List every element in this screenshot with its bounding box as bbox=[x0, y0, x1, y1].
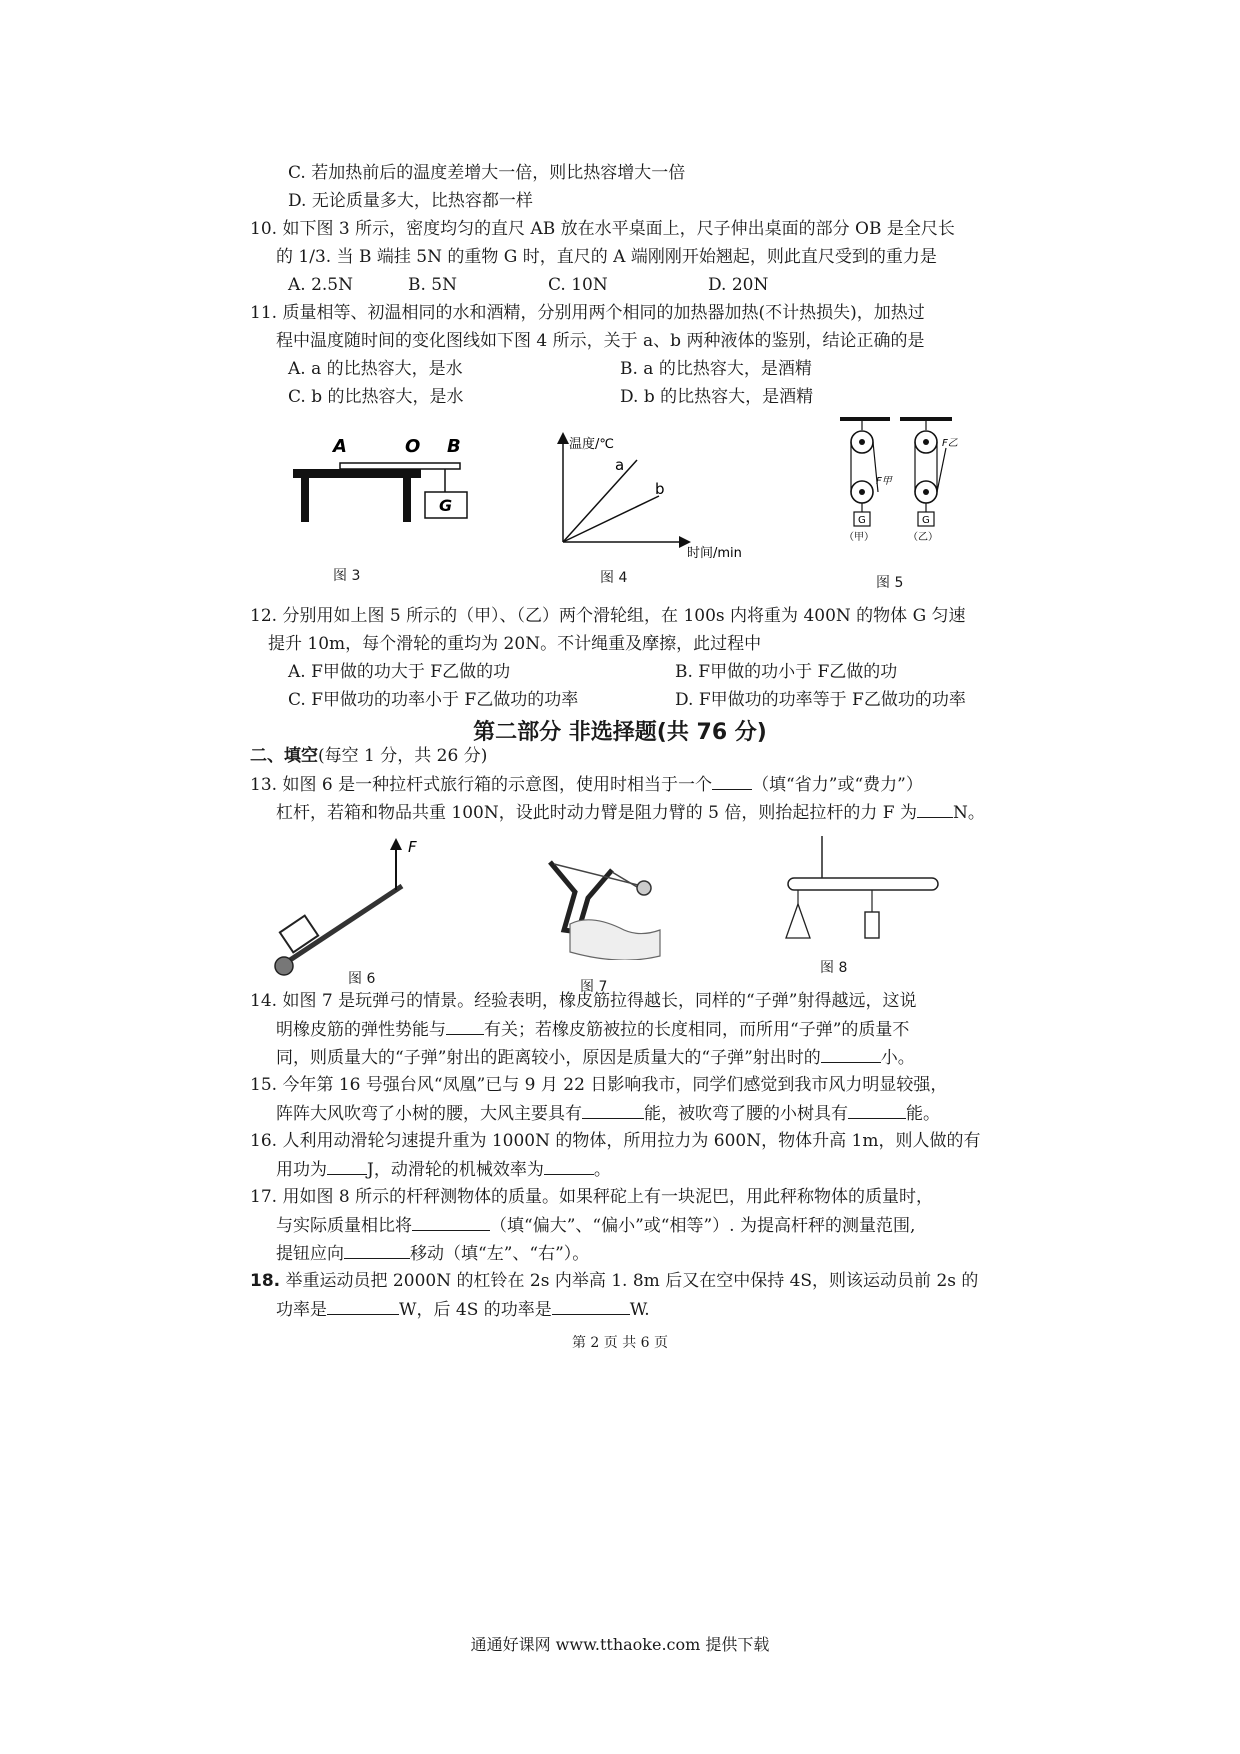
fig4-line-a bbox=[563, 460, 637, 542]
q12-option-a: A. F甲做的功大于 F乙做的功 bbox=[288, 662, 511, 682]
fig3-caption: 图 3 bbox=[333, 568, 361, 584]
q13-text-2b: N。 bbox=[952, 803, 985, 823]
fig8-pan bbox=[786, 904, 810, 938]
q10-option-a: A. 2.5N bbox=[288, 275, 353, 295]
q11-line1: 11. 质量相等、初温相同的水和酒精，分别用两个相同的加热器加热(不计热损失)，加热过 bbox=[250, 303, 925, 323]
q11-option-a: A. a 的比热容大，是水 bbox=[288, 359, 463, 379]
fig3-table-leg-left bbox=[301, 478, 309, 522]
figure-6-suitcase-lever bbox=[262, 836, 442, 986]
q18-text-2c: W. bbox=[629, 1300, 650, 1320]
fig5-ceiling-yi bbox=[900, 417, 952, 421]
figure-3-ruler-diagram bbox=[285, 430, 495, 540]
q14-blank-2[interactable] bbox=[821, 1046, 881, 1063]
q12-option-d: D. F甲做功的功率等于 F乙做功的功率 bbox=[675, 690, 966, 710]
q13-line1 bbox=[250, 773, 923, 796]
fig3-label-a: A bbox=[333, 436, 347, 457]
q17-text-2b: （填“偏大”、“偏小”或“相等”）. 为提高杆秤的测量范围, bbox=[490, 1216, 916, 1236]
q11-line2: 程中温度随时间的变化图线如下图 4 所示，关于 a、b 两种液体的鉴别，结论正确的是 bbox=[276, 331, 925, 351]
q17-line1: 17. 用如图 8 所示的杆秤测物体的质量。如果秤砣上有一块泥巴，用此秤称物体的质量时， bbox=[250, 1187, 934, 1207]
q18-text-2b: W，后 4S 的功率是 bbox=[399, 1300, 552, 1320]
q17-line2 bbox=[276, 1214, 915, 1237]
q10-line2: 的 1/3. 当 B 端挂 5N 的重物 G 时，直尺的 A 端刚刚开始翘起，则此直尺受到的重力是 bbox=[276, 247, 937, 267]
q18-text-1: 举重运动员把 2000N 的杠铃在 2s 内举高 1. 8m 后又在空中保持 4S，则该运动员前 2s 的 bbox=[285, 1271, 979, 1291]
q11-option-d: D. b 的比热容大，是酒精 bbox=[620, 387, 814, 407]
fig4-line-b bbox=[563, 496, 659, 542]
q15-text-2a: 阵阵大风吹弯了小树的腰，大风主要具有 bbox=[276, 1104, 582, 1124]
fig3-label-b: B bbox=[447, 436, 461, 457]
q17-text-3a: 提钮应向 bbox=[276, 1244, 344, 1264]
q14-text-3a: 同，则质量大的“子弹”射出的距离较小，原因是质量大的“子弹”射出时的 bbox=[276, 1048, 821, 1068]
q14-text-2b: 有关；若橡皮筋被拉的长度相同，而所用“子弹”的质量不 bbox=[484, 1020, 910, 1040]
fig4-y-label: 温度/℃ bbox=[569, 437, 614, 452]
fig6-caption: 图 6 bbox=[348, 971, 376, 987]
fig3-ruler bbox=[340, 463, 460, 469]
figure-4-temperature-graph bbox=[545, 430, 765, 565]
q15-text-2c: 能。 bbox=[906, 1104, 940, 1124]
q10-option-d: D. 20N bbox=[708, 275, 769, 295]
fig4-label-a: a bbox=[615, 456, 625, 474]
q12-line2: 提升 10m，每个滑轮的重均为 20N。不计绳重及摩擦，此过程中 bbox=[268, 634, 762, 654]
q15-blank-1[interactable] bbox=[582, 1102, 644, 1119]
q17-text-2a: 与实际质量相比将 bbox=[276, 1216, 412, 1236]
q13-text-2a: 杠杆，若箱和物品共重 100N，设此时动力臂是阻力臂的 5 倍，则抬起拉杆的力 F 为 bbox=[276, 803, 917, 823]
q14-line1: 14. 如图 7 是玩弹弓的情景。经验表明，橡皮筋拉得越长，同样的“子弹”射得越远，这说 bbox=[250, 991, 917, 1011]
q18-text-2a: 功率是 bbox=[276, 1300, 327, 1320]
q10-line1: 10. 如下图 3 所示，密度均匀的直尺 AB 放在水平桌面上，尺子伸出桌面的部分 OB 是全尺长 bbox=[250, 219, 955, 239]
q11-option-c: C. b 的比热容大，是水 bbox=[288, 387, 464, 407]
fig8-beam bbox=[788, 878, 938, 890]
q13-text-1b: （填“省力”或“费力”） bbox=[752, 775, 923, 795]
fig7-caption: 图 7 bbox=[580, 979, 608, 995]
q18-line2 bbox=[276, 1298, 650, 1321]
q16-blank-1[interactable] bbox=[327, 1158, 367, 1175]
q14-text-3b: 小。 bbox=[880, 1048, 915, 1068]
fill-section-note: (每空 1 分，共 26 分) bbox=[318, 746, 488, 766]
figure-8-steelyard bbox=[780, 832, 940, 954]
fig8-caption: 图 8 bbox=[820, 960, 848, 976]
q16-line2 bbox=[276, 1158, 611, 1181]
q13-line2 bbox=[276, 801, 985, 824]
fig5-pulley-yi bbox=[915, 421, 958, 526]
fig4-x-label: 时间/min bbox=[687, 546, 742, 561]
q15-line2 bbox=[276, 1102, 940, 1125]
q14-text-2a: 明橡皮筋的弹性势能与 bbox=[276, 1020, 446, 1040]
fig8-counterweight bbox=[865, 912, 879, 938]
q10-option-c: C. 10N bbox=[548, 275, 608, 295]
fig5-g-jia: G bbox=[858, 515, 866, 526]
q12-option-c: C. F甲做功的功率小于 F乙做功的功率 bbox=[288, 690, 579, 710]
fig5-f-jia: F甲 bbox=[876, 476, 892, 487]
fig4-caption: 图 4 bbox=[600, 570, 628, 586]
q15-blank-2[interactable] bbox=[848, 1102, 906, 1119]
q17-text-3b: 移动（填“左”、“右”）。 bbox=[410, 1244, 590, 1264]
fill-section-header bbox=[250, 745, 487, 767]
fig3-label-g: G bbox=[439, 496, 453, 515]
q16-text-2a: 用功为 bbox=[276, 1160, 327, 1180]
fig4-label-b: b bbox=[655, 480, 665, 498]
fig6-arrow-head bbox=[390, 838, 402, 850]
fig7-hand bbox=[570, 920, 660, 960]
q12-line1: 12. 分别用如上图 5 所示的（甲）、（乙）两个滑轮组，在 100s 内将重为 400N 的物体 G 匀速 bbox=[250, 606, 966, 626]
q11-option-b: B. a 的比热容大，是酒精 bbox=[620, 359, 812, 379]
fig5-caption: 图 5 bbox=[876, 575, 904, 591]
q18-blank-2[interactable] bbox=[552, 1298, 630, 1315]
fig7-pinch bbox=[637, 881, 651, 895]
q17-line3 bbox=[276, 1242, 589, 1265]
q10-option-b: B. 5N bbox=[408, 275, 457, 295]
q18-line1 bbox=[250, 1270, 978, 1292]
fig5-g-yi: G bbox=[922, 515, 930, 526]
q9-option-c: C. 若加热前后的温度差增大一倍，则比热容增大一倍 bbox=[288, 163, 686, 183]
fig5-pulley-jia bbox=[851, 421, 893, 526]
q14-line3 bbox=[276, 1046, 915, 1069]
q18-number: 18. bbox=[250, 1271, 281, 1291]
q13-blank-2[interactable] bbox=[917, 801, 953, 818]
fig6-label-f: F bbox=[408, 838, 417, 856]
fig3-label-o: O bbox=[405, 436, 421, 457]
q13-text-1a: 13. 如图 6 是一种拉杆式旅行箱的示意图，使用时相当于一个 bbox=[250, 775, 713, 795]
q16-text-2b: J，动滑轮的机械效率为 bbox=[367, 1160, 544, 1180]
q9-option-d: D. 无论质量多大，比热容都一样 bbox=[288, 191, 533, 211]
page-footer: 第 2 页 共 6 页 bbox=[571, 1335, 669, 1351]
q18-blank-1[interactable] bbox=[327, 1298, 399, 1315]
fig5-label-yi: （乙） bbox=[908, 532, 938, 543]
fig3-table-leg-right bbox=[403, 478, 411, 522]
q13-blank-1[interactable] bbox=[712, 773, 752, 790]
q16-text-2c: 。 bbox=[593, 1160, 611, 1180]
fig3-table-top bbox=[293, 469, 421, 478]
q17-blank-2[interactable] bbox=[344, 1242, 410, 1259]
fig5-f-yi: F乙 bbox=[942, 438, 958, 449]
q14-blank-1[interactable] bbox=[446, 1018, 484, 1035]
q15-line1: 15. 今年第 16 号强台风“凤凰”已与 9 月 22 日影响我市，同学们感觉到我市风力明显较强， bbox=[250, 1075, 948, 1095]
q16-blank-2[interactable] bbox=[544, 1158, 594, 1175]
fig5-ceiling-jia bbox=[840, 417, 890, 421]
section-2-title: 第二部分 非选择题(共 76 分) bbox=[473, 720, 767, 745]
download-credit: 通通好课网 www.tthaoke.com 提供下载 bbox=[470, 1635, 770, 1654]
fig6-wheel bbox=[275, 957, 293, 975]
q14-line2 bbox=[276, 1018, 909, 1041]
figure-7-slingshot bbox=[520, 850, 670, 960]
fill-section-head: 二、填空 bbox=[250, 746, 318, 766]
figure-5-pulley-diagram bbox=[836, 412, 966, 562]
q12-option-b: B. F甲做的功小于 F乙做的功 bbox=[675, 662, 898, 682]
q16-line1: 16. 人利用动滑轮匀速提升重为 1000N 的物体，所用拉力为 600N，物体升高 1m，则人做的有 bbox=[250, 1131, 981, 1151]
q15-text-2b: 能，被吹弯了腰的小树具有 bbox=[644, 1104, 848, 1124]
fig5-label-jia: （甲） bbox=[844, 532, 874, 543]
q17-blank-1[interactable] bbox=[412, 1214, 490, 1231]
